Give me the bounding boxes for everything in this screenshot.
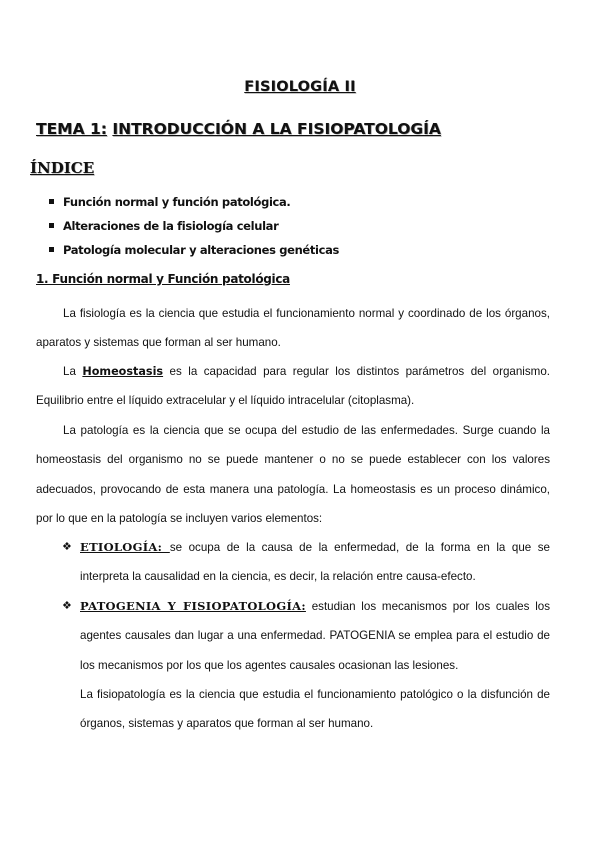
paragraph-text: es la capacidad para regular los distintos parámetros del organismo. Equilibrio entre el líquido extracelular y el líquido intracelular (citoplasma).	[36, 365, 550, 408]
paragraph-fisiologia	[36, 299, 550, 358]
bullet-term: PATOGENIA Y FISIOPATOLOGÍA:	[80, 599, 306, 613]
paragraph-fisiopatologia: La fisiopatología es la ciencia que estudia el funcionamiento patológico o la disfunción de órganos, sistemas y aparatos que forman al ser humano.	[80, 688, 550, 731]
bullet-term: ETIOLOGÍA:	[80, 540, 170, 554]
course-title: FISIOLOGÍA II	[244, 79, 356, 95]
index-list	[49, 192, 339, 264]
index-heading: ÍNDICE	[30, 159, 95, 177]
bullet-etiologia	[62, 533, 550, 592]
index-item	[49, 216, 339, 240]
paragraph-text: La fisiología es la ciencia que estudia el funcionamiento normal y coordinado de los órganos, aparatos y sistemas que forman al ser humano.	[36, 307, 550, 350]
diamond-bullet-icon: ❖	[62, 541, 72, 553]
lesson-title	[36, 120, 441, 138]
square-bullet-icon	[49, 223, 54, 228]
index-item-label: Alteraciones de la fisiología celular	[63, 219, 279, 233]
bullet-text: estudian los mecanismos por los cuales los agentes causales dan lugar a una enfermedad. PATOGENIA se emplea para el estudio de los mecanismos por los que los agentes causales ocasionan las lesiones.	[80, 600, 551, 672]
square-bullet-icon	[49, 199, 54, 204]
homeostasis-term: Homeostasis	[82, 365, 164, 378]
index-item	[49, 192, 339, 216]
paragraph-text: La	[63, 365, 83, 378]
diamond-bullet-icon: ❖	[62, 600, 72, 612]
index-item	[49, 240, 339, 264]
bullet-text: se ocupa de la causa de la enfermedad, de la forma en la que se interpreta la causalidad en la ciencia, es decir, la relación entre causa-efecto.	[80, 541, 550, 584]
index-item-label: Función normal y función patológica.	[63, 195, 291, 209]
paragraph-homeostasis	[36, 357, 550, 416]
lesson-name: INTRODUCCIÓN A LA FISIOPATOLOGÍA	[112, 120, 441, 138]
section-heading: 1. Función normal y Función patológica	[36, 272, 290, 286]
square-bullet-icon	[49, 247, 54, 252]
index-item-label: Patología molecular y alteraciones genéticas	[63, 243, 339, 257]
bullet-patogenia	[62, 592, 551, 680]
lesson-label: TEMA 1:	[36, 120, 107, 138]
paragraph-text: La patología es la ciencia que se ocupa del estudio de las enfermedades. Surge cuando la homeostasis del organismo no se puede mantener o no se puede establecer con los valores adecuados, provocando de esta manera una patología. La homeostasis es un proceso dinámico, por lo que en la patología se incluyen varios elementos:	[36, 424, 550, 526]
paragraph-patologia	[36, 416, 550, 534]
